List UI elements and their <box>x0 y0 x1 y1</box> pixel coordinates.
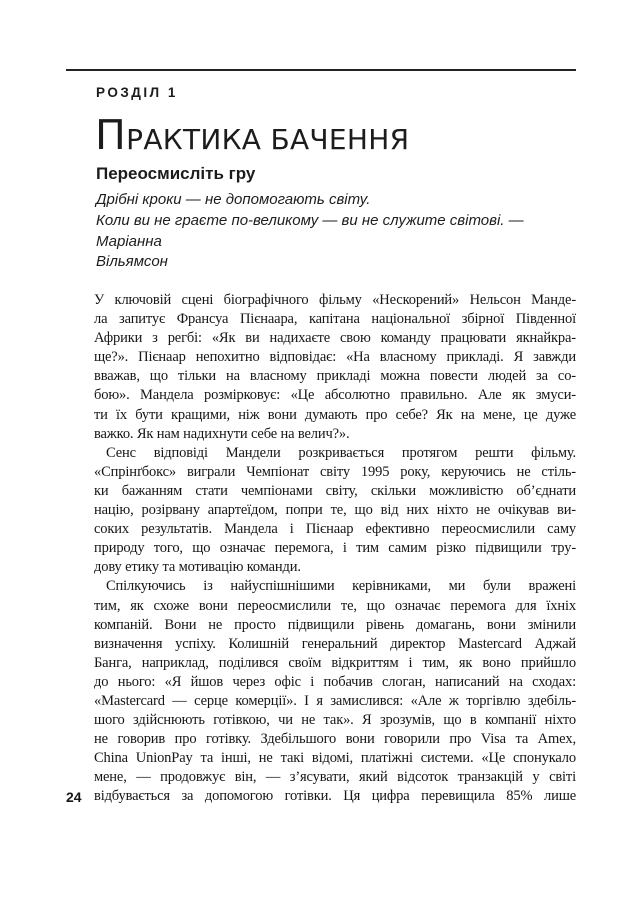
body-line: націю, розірвану апартеїдом, попри те, що від них ніхто не очікував ви- <box>94 502 576 519</box>
body-line: Банга, наприклад, поділився своїм відкриттям і тим, як воно прийшло <box>94 654 576 671</box>
body-text <box>94 291 576 807</box>
epigraph-line: Коли ви не граєте по-великому — ви не служите світові. — Маріанна <box>96 211 524 250</box>
epigraph-line: Дрібні кроки — не допомогають світу. <box>96 191 371 208</box>
body-line: природу того, що означає перемога, і тим самим різко підвищили тру- <box>94 540 576 557</box>
body-line: ще?». Пієнаар непохитно відповідає: «На власному прикладі. Я завжди <box>94 349 576 366</box>
epigraph <box>96 190 578 273</box>
header-rule <box>66 69 576 71</box>
body-line: до нього: «Я йшов через офіс і побачив слоган, написаний на сходах: <box>94 673 576 690</box>
body-line: дову етику та мотивацію команди. <box>94 559 301 576</box>
body-line: Африки з регбі: «Як ви надихаєте свою команду працювати якнайкра- <box>94 330 576 347</box>
body-line: «Спрінґбокс» виграли Чемпіонат світу 1995 року, керуючись не стіль- <box>94 463 576 480</box>
body-line: відбувається за допомогою готівки. Ця цифра перевищила 85% лише <box>94 788 576 805</box>
body-line: Спілкуючись із найуспішнішими керівниками, ми були вражені <box>106 578 576 595</box>
epigraph-line: Вільямсон <box>96 253 168 271</box>
page-number: 24 <box>66 789 82 805</box>
chapter-kicker: РОЗДІЛ 1 <box>96 85 178 100</box>
body-line: тим, як схоже вони переосмислили те, що означає перемога для їхніх <box>94 597 576 614</box>
body-line: Сенс відповіді Мандели розкривається протягом решти фільму. <box>106 444 576 461</box>
body-line: не говорив про готівку. Здебільшого вони говорили про Visa та Amex, <box>94 731 576 748</box>
body-line: важко. Як нам надихнути себе на велич?». <box>94 425 350 442</box>
chapter-title-initial: П <box>95 111 127 159</box>
body-line: компаній. Вони не просто підвищили рівень домагань, вони змінили <box>94 616 576 633</box>
body-line: «Mastercard — серце комерції». І я замислився: «Але ж торгівлю здебіль- <box>94 692 576 709</box>
body-line: мене, — продовжує він, — з’ясувати, який відсоток транзакцій у світі <box>94 769 576 786</box>
chapter-subtitle: Переосмисліть гру <box>96 164 256 183</box>
body-line: ки бажанням стати чемпіонами світу, скільки можливістю об’єднати <box>94 482 576 499</box>
body-line: соких результатів. Мандела і Пієнаар ефективно переосмислили саму <box>94 521 576 538</box>
chapter-title <box>95 113 409 166</box>
body-line: China UnionPay та інші, не такі відомі, платіжні системи. «Це спонукало <box>94 750 576 767</box>
body-line: У ключовій сцені біографічного фільму «Нескорений» Нельсон Манде- <box>94 292 576 308</box>
body-line: вважав, що тільки на власному прикладі можна повести людей за со- <box>94 368 576 385</box>
body-line: ла запитує Франсуа Пієнаара, капітана національної збірної Південної <box>94 311 576 328</box>
body-line: шого здійснюють готівкою, чи не так». Я зрозумів, що в компанії ніхто <box>94 712 576 729</box>
body-line: ти їх бути кращими, ніж вони думають про себе? Як на мене, це дуже <box>94 406 576 423</box>
body-line: бою». Мандела розмірковує: «Це абсолютно правильно. Але як змуси- <box>94 387 576 404</box>
chapter-title-rest: РАКТИКА БАЧЕННЯ <box>126 123 410 156</box>
body-line: визначення успіху. Колишній генеральний директор Mastercard Аджай <box>94 635 576 652</box>
